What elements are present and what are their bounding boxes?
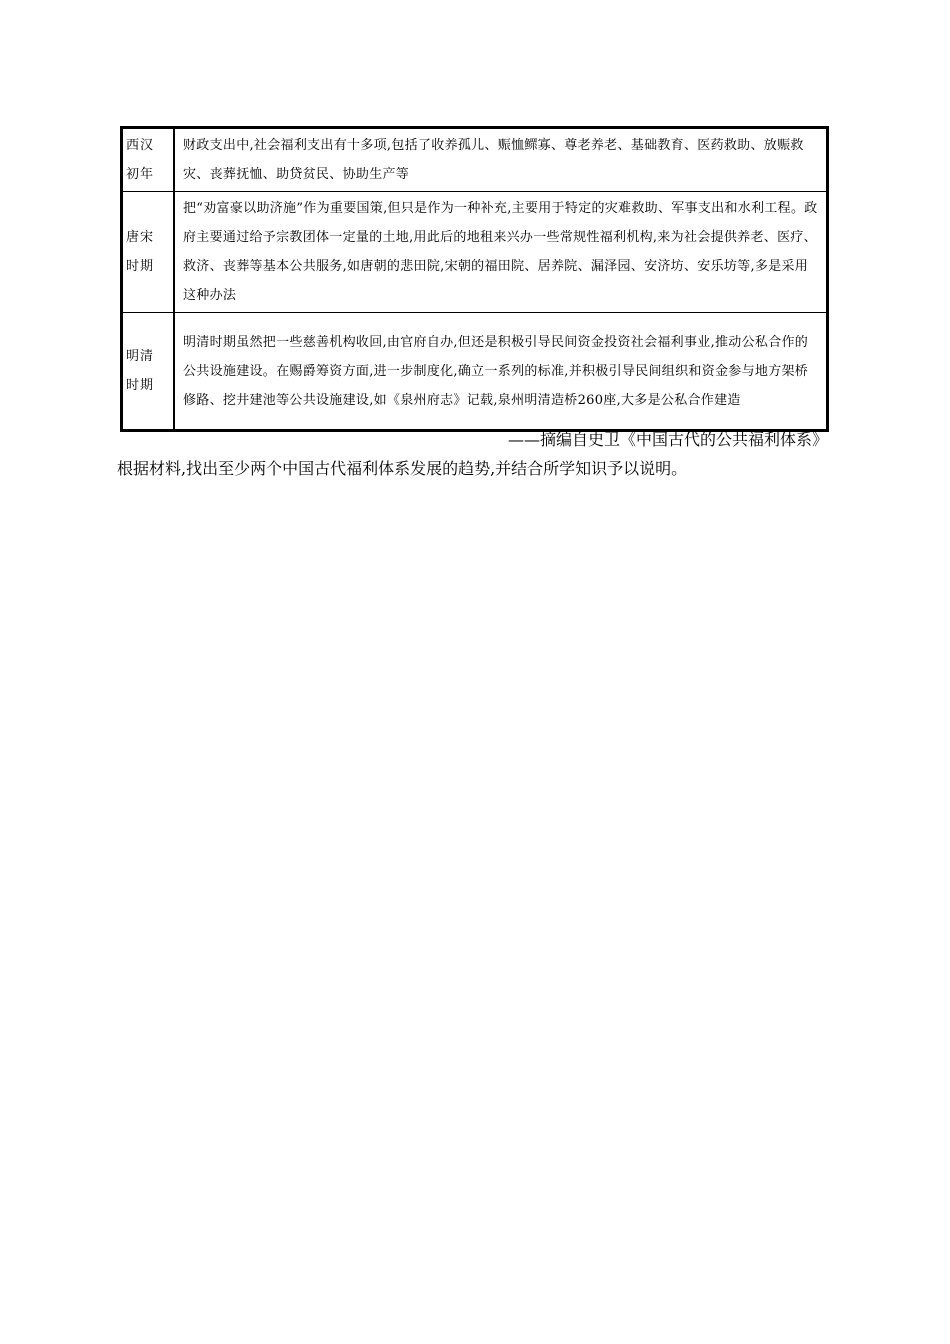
period-label: 西汉 [126, 138, 155, 153]
table-row [122, 313, 828, 431]
content-cell: 把“劝富豪以助济施”作为重要国策,但只是作为一种补充,主要用于特定的灾难救助、军事支出和水利工程。政府主要通过给予宗教团体一定量的土地,用此后的地租来兴办一些常规性福利机构,来为社会提供养老、医疗、救济、丧葬等基本公共服务,如唐朝的悲田院,宋朝的福田院、居养院、漏泽园、安济坊、安乐坊等,多是采用这种办法 [174, 192, 828, 313]
table-row [122, 192, 828, 313]
period-cell [122, 128, 175, 192]
period-label: 初年 [126, 167, 155, 182]
welfare-history-table [120, 126, 829, 432]
content-cell: 明清时期虽然把一些慈善机构收回,由官府自办,但还是积极引导民间资金投资社会福利事业,推动公私合作的公共设施建设。在赐爵筹资方面,进一步制度化,确立一系列的标准,并积极引导民间组织和资金参与地方架桥修路、挖井建池等公共设施建设,如《泉州府志》记载,泉州明清造桥260座,大多是公私合作建造 [174, 313, 828, 431]
period-label: 明清 [126, 349, 155, 364]
question-text: 根据材料,找出至少两个中国古代福利体系发展的趋势,并结合所学知识予以说明。 [117, 459, 688, 478]
table-row [122, 128, 828, 192]
period-cell [122, 192, 175, 313]
source-citation: ——摘编自史卫《中国古代的公共福利体系》 [507, 430, 828, 449]
content-cell: 财政支出中,社会福利支出有十多项,包括了收养孤儿、赈恤鳏寡、尊老养老、基础教育、医药救助、放赈救灾、丧葬抚恤、助贷贫民、协助生产等 [174, 128, 828, 192]
period-label: 时期 [126, 378, 155, 393]
period-label: 唐宋 [126, 230, 155, 245]
period-cell [122, 313, 175, 431]
period-label: 时期 [126, 259, 155, 274]
